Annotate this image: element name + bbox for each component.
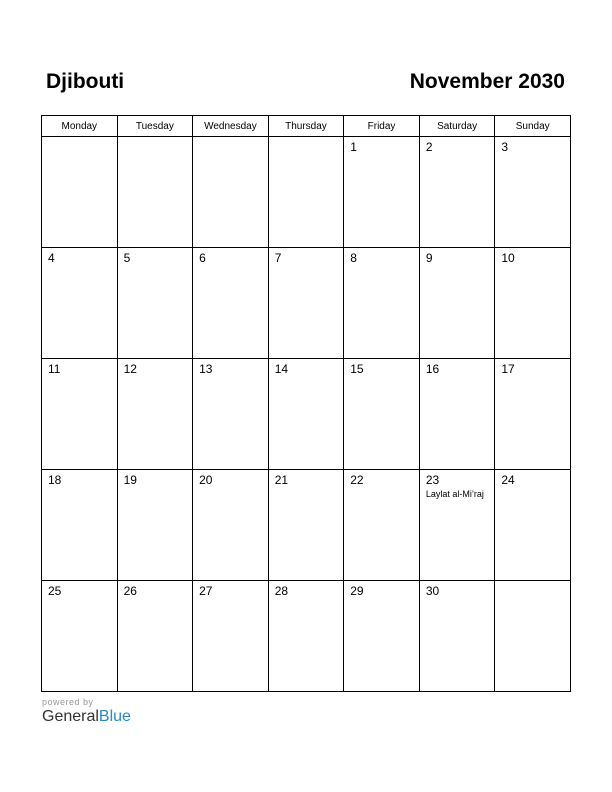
day-cell — [193, 470, 269, 581]
day-cell — [42, 470, 118, 581]
brand-blue: Blue — [98, 708, 131, 725]
day-cell — [117, 137, 193, 248]
day-number: 28 — [274, 584, 289, 598]
day-number: 13 — [199, 362, 213, 376]
day-cell — [117, 581, 193, 692]
day-cell — [193, 137, 269, 248]
day-number: 16 — [425, 362, 440, 376]
day-cell — [268, 248, 344, 359]
weekday-header: Saturday — [419, 116, 495, 137]
day-cell — [495, 581, 571, 692]
day-number: 9 — [425, 251, 433, 265]
day-cell — [117, 359, 193, 470]
day-cell — [419, 359, 495, 470]
day-cell — [495, 359, 571, 470]
day-number: 11 — [48, 362, 61, 376]
day-cell — [42, 581, 118, 692]
weekday-header: Sunday — [495, 116, 571, 137]
weekday-header-row — [42, 116, 571, 137]
day-cell — [117, 470, 193, 581]
day-number: 27 — [199, 584, 213, 598]
day-number: 19 — [123, 473, 137, 487]
day-number: 21 — [274, 473, 289, 487]
day-number: 26 — [123, 584, 137, 598]
week-row — [42, 248, 571, 359]
day-number: 12 — [123, 362, 137, 376]
weekday-header: Thursday — [268, 116, 344, 137]
day-cell — [344, 581, 420, 692]
day-cell — [344, 137, 420, 248]
weekday-header: Monday — [42, 116, 118, 137]
day-cell — [268, 581, 344, 692]
day-cell — [344, 359, 420, 470]
day-number: 23 — [425, 473, 440, 487]
day-number: 15 — [350, 362, 364, 376]
day-cell — [495, 248, 571, 359]
day-cell — [419, 581, 495, 692]
day-number: 25 — [48, 584, 62, 598]
day-number: 7 — [274, 251, 282, 265]
day-cell — [419, 470, 495, 581]
day-number: 14 — [274, 362, 289, 376]
powered-by-text: powered by — [42, 697, 94, 707]
brand-logo[interactable] — [42, 708, 131, 726]
day-number: 6 — [199, 251, 206, 265]
week-row — [42, 137, 571, 248]
day-cell — [42, 248, 118, 359]
week-row — [42, 359, 571, 470]
day-cell — [193, 248, 269, 359]
calendar-grid — [41, 115, 571, 692]
day-cell — [117, 248, 193, 359]
day-cell — [42, 137, 118, 248]
week-row — [42, 470, 571, 581]
week-row — [42, 581, 571, 692]
brand-general: General — [42, 708, 99, 725]
day-number: 10 — [501, 251, 515, 265]
day-cell — [495, 137, 571, 248]
day-cell — [419, 137, 495, 248]
holiday-label: Laylat al-Mi’raj — [425, 489, 484, 499]
country-title: Djibouti — [46, 70, 125, 93]
weekday-header: Friday — [344, 116, 420, 137]
day-number: 24 — [501, 473, 515, 487]
day-cell — [268, 359, 344, 470]
day-number: 29 — [350, 584, 364, 598]
day-cell — [193, 581, 269, 692]
day-number: 3 — [501, 140, 509, 154]
day-cell — [268, 470, 344, 581]
day-number: 22 — [350, 473, 364, 487]
footer-branding — [42, 697, 131, 726]
day-cell — [419, 248, 495, 359]
day-cell — [344, 248, 420, 359]
weekday-header: Tuesday — [117, 116, 193, 137]
day-cell — [344, 470, 420, 581]
day-cell — [42, 359, 118, 470]
day-number: 30 — [425, 584, 440, 598]
weekday-header: Wednesday — [193, 116, 269, 137]
day-number: 5 — [123, 251, 131, 265]
day-number: 20 — [199, 473, 213, 487]
day-number: 1 — [350, 140, 357, 154]
day-number: 4 — [48, 251, 55, 265]
day-number: 18 — [48, 473, 62, 487]
day-cell — [193, 359, 269, 470]
day-number: 8 — [350, 251, 357, 265]
day-number: 2 — [425, 140, 433, 154]
day-cell — [268, 137, 344, 248]
day-cell — [495, 470, 571, 581]
day-number: 17 — [501, 362, 515, 376]
month-year-title: November 2030 — [409, 70, 565, 93]
